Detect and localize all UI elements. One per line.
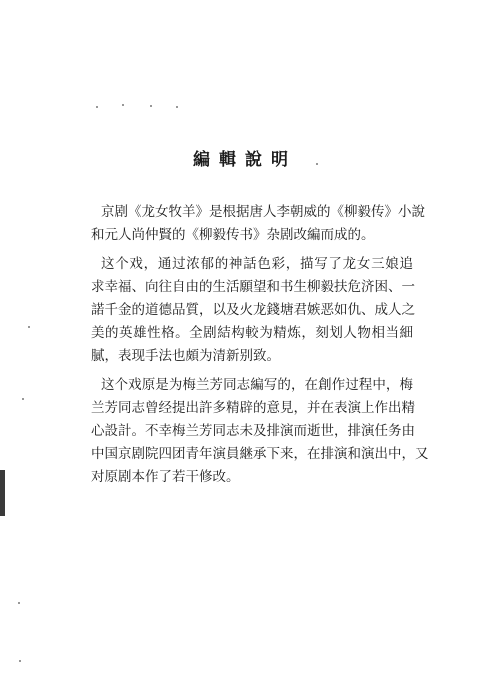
body-text <box>91 201 429 489</box>
text-line: 中国京剧院四团青年演員継承下来，在排演和演出中，又 <box>91 446 429 462</box>
text-line: 对原剧本作了若干修改。 <box>91 469 240 485</box>
scan-speck <box>96 106 98 108</box>
text-line: 求幸福、向往自由的生活願望和书生柳毅扶危济困、一 <box>91 279 415 295</box>
paragraph <box>91 374 429 489</box>
text-line: 兰芳同志曾经提出許多精辟的意見，并在表演上作出精 <box>91 400 415 416</box>
text-line: 这个戏，通过浓郁的神話色彩，描写了龙女三娘追 <box>101 256 413 272</box>
text-line: 京剧《龙女牧羊》是根据唐人李朝威的《柳毅传》小說 <box>101 204 425 220</box>
scan-speck <box>150 105 152 107</box>
paragraph <box>91 253 413 368</box>
paragraph <box>91 201 425 247</box>
scan-speck <box>176 106 178 108</box>
text-line: 美的英雄性格。全剧結构較为精炼，刻划人物相当細 <box>91 325 413 341</box>
scan-speck <box>22 398 24 400</box>
text-line: 諾千金的道德品質，以及火龙錢塘君嫉恶如仇、成人之 <box>91 302 415 318</box>
text-line: 心設計。不幸梅兰芳同志未及排演而逝世，排演任务由 <box>91 423 415 439</box>
scan-speck <box>28 326 30 328</box>
page-title: 編輯說明 <box>193 150 297 170</box>
text-line: 这个戏原是为梅兰芳同志編写的，在創作过程中，梅 <box>101 377 413 393</box>
text-line: 和元人尚仲賢的《柳毅传书》杂剧改編而成的。 <box>91 227 375 243</box>
text-line: 膩，表现手法也頗为清新别致。 <box>91 348 280 364</box>
scan-speck <box>18 602 20 604</box>
scan-edge-mark <box>0 470 5 516</box>
scan-speck <box>122 104 124 106</box>
scan-speck <box>19 660 21 662</box>
